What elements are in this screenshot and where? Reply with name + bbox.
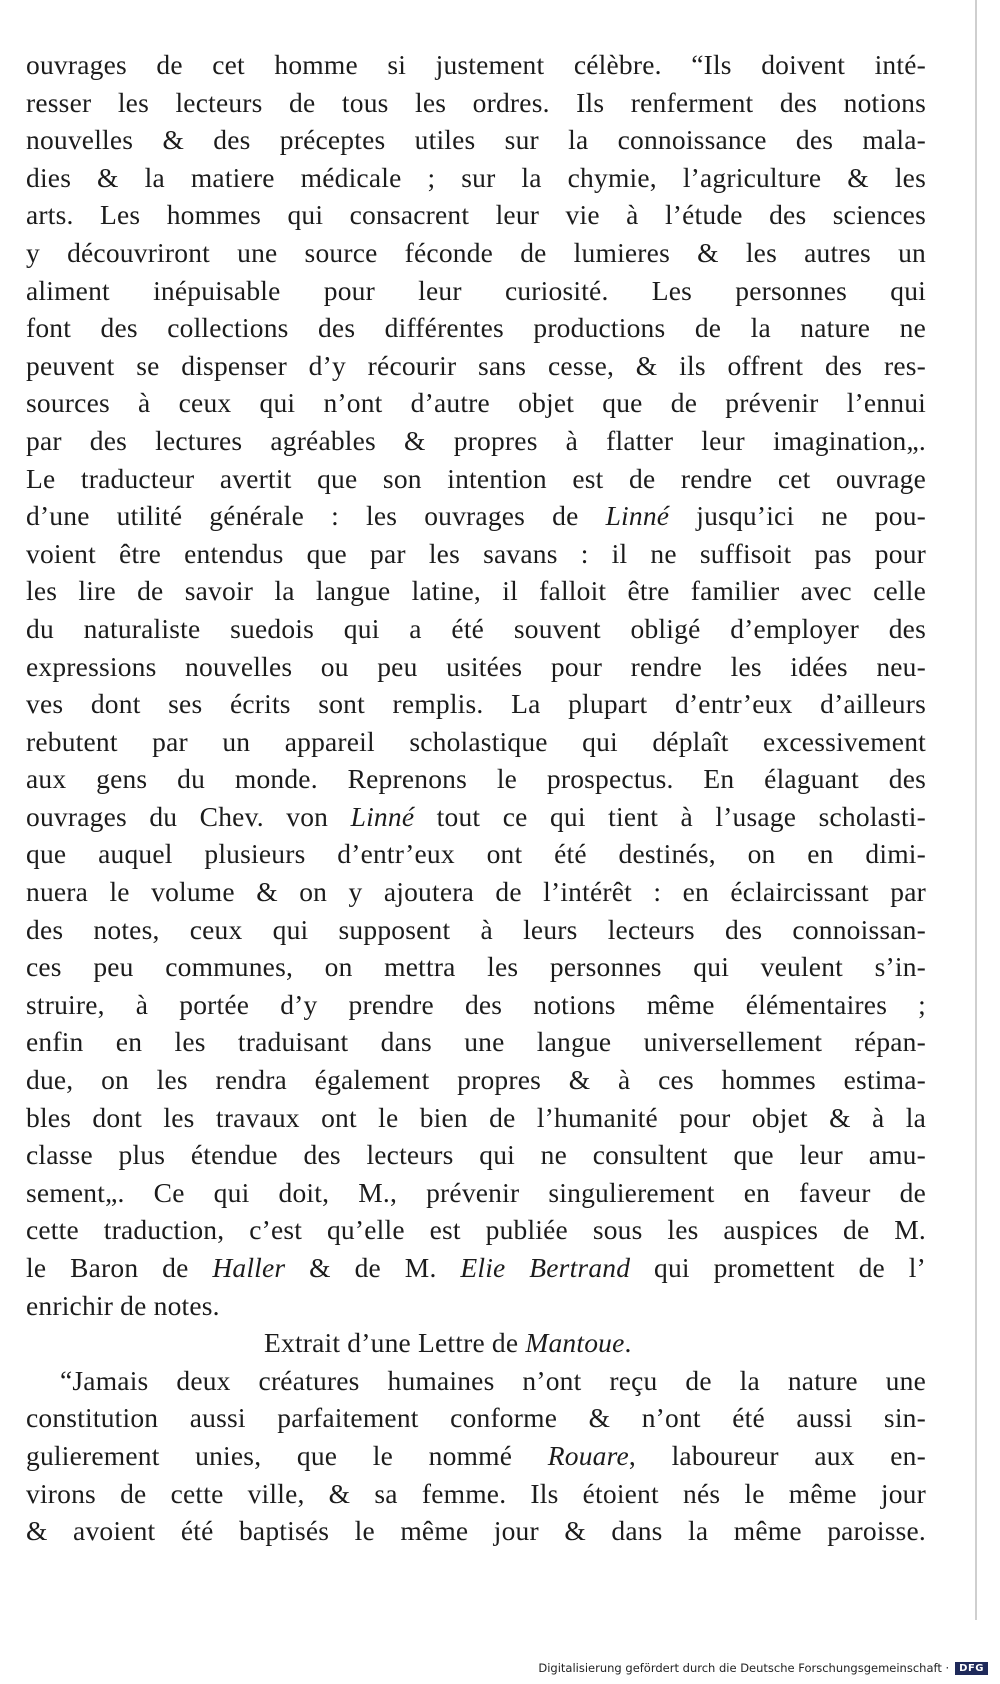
text-line bbox=[26, 84, 926, 122]
text-line bbox=[26, 460, 926, 498]
text-segment: dies & la matiere médicale ; sur la chymie, l’agriculture & les bbox=[26, 161, 926, 193]
text-line bbox=[26, 234, 926, 272]
text-segment: cette traduction, c’est qu’elle est publiée sous les auspices de M. bbox=[26, 1214, 926, 1246]
page-body-text bbox=[26, 46, 926, 1550]
text-line bbox=[26, 159, 926, 197]
footer-credit-text: Digitalisierung gefördert durch die Deutsche Forschungsgemeinschaft · bbox=[538, 1661, 950, 1675]
text-line bbox=[26, 648, 926, 686]
italic-text: Linné bbox=[605, 500, 670, 532]
text-segment: d’une utilité générale : les ouvrages de bbox=[26, 500, 606, 532]
text-line bbox=[26, 1475, 926, 1513]
text-segment: Le traducteur avertit que son intention est de rendre cet ouvrage bbox=[26, 462, 926, 494]
text-segment: le Baron de bbox=[26, 1252, 213, 1283]
text-segment: “Jamais deux créatures humaines n’ont reçu de la nature une bbox=[60, 1364, 926, 1396]
text-segment: nouvelles & des préceptes utiles sur la connoissance des mala- bbox=[26, 124, 926, 156]
text-segment: tout ce qui tient à l’usage scholasti- bbox=[414, 800, 926, 832]
text-segment: jusqu’ici ne pou- bbox=[669, 500, 926, 532]
text-segment: sement„. Ce qui doit, M., prévenir singulierement en faveur de bbox=[26, 1176, 926, 1208]
text-line bbox=[26, 1136, 926, 1174]
text-segment: struire, à portée d’y prendre des notions même élémentaires ; bbox=[26, 988, 926, 1020]
text-segment: du naturaliste suedois qui a été souvent obligé d’employer des bbox=[26, 612, 926, 644]
text-segment: constitution aussi parfaitement conforme & n’ont été aussi sin- bbox=[26, 1402, 926, 1434]
text-line bbox=[26, 1399, 926, 1437]
text-segment: font des collections des différentes productions de la nature ne bbox=[26, 312, 926, 344]
text-segment: , laboureur aux en- bbox=[628, 1439, 926, 1471]
text-line bbox=[26, 121, 926, 159]
text-line bbox=[26, 384, 926, 422]
text-segment: resser les lecteurs de tous les ordres. Ils renferment des notions bbox=[26, 86, 926, 118]
text-line bbox=[26, 1437, 926, 1475]
text-segment: enrichir de notes. bbox=[26, 1289, 220, 1321]
text-line bbox=[26, 535, 926, 573]
page-edge-shadow bbox=[975, 0, 977, 1620]
text-line bbox=[26, 685, 926, 723]
text-segment: ces peu communes, on mettra les personnes qui veulent s’in- bbox=[26, 951, 926, 983]
text-segment: virons de cette ville, & sa femme. Ils étoient nés le même jour bbox=[26, 1477, 926, 1509]
digitization-footer bbox=[0, 1659, 988, 1677]
text-line bbox=[26, 46, 926, 84]
text-segment: ouvrages de cet homme si justement célèbre. “Ils doivent inté- bbox=[26, 49, 926, 80]
text-line bbox=[26, 873, 926, 911]
text-segment: enfin en les traduisant dans une langue universellement répan- bbox=[26, 1026, 926, 1058]
text-line bbox=[26, 422, 926, 460]
text-segment: aux gens du monde. Reprenons le prospectus. En élaguant des bbox=[26, 763, 926, 795]
text-segment: des notes, ceux qui supposent à leurs lecteurs des connoissan- bbox=[26, 913, 926, 945]
text-line bbox=[26, 911, 926, 949]
text-line bbox=[26, 948, 926, 986]
text-line bbox=[26, 1061, 926, 1099]
text-line bbox=[26, 572, 926, 610]
text-line bbox=[26, 309, 926, 347]
text-segment: & avoient été baptisés le même jour & dans la même paroisse. bbox=[26, 1515, 926, 1547]
text-segment: arts. Les hommes qui consacrent leur vie à l’étude des sciences bbox=[26, 199, 926, 231]
italic-text: Haller bbox=[212, 1252, 286, 1283]
text-segment: peuvent se dispenser d’y récourir sans cesse, & ils offrent des res- bbox=[26, 349, 926, 381]
text-segment: . bbox=[624, 1327, 632, 1359]
italic-text: Mantoue bbox=[525, 1327, 625, 1359]
text-segment: sources à ceux qui n’ont d’autre objet que de prévenir l’ennui bbox=[26, 387, 926, 419]
text-segment: aliment inépuisable pour leur curiosité. Les personnes qui bbox=[26, 274, 926, 306]
text-segment: y découvriront une source féconde de lumieres & les autres un bbox=[26, 236, 926, 268]
text-segment: rebutent par un appareil scholastique qui déplaît excessivement bbox=[26, 725, 926, 757]
text-segment: qui promettent de l’ bbox=[630, 1252, 926, 1283]
text-line bbox=[26, 1211, 926, 1249]
text-segment: classe plus étendue des lecteurs qui ne consultent que leur amu- bbox=[26, 1139, 926, 1171]
italic-text: Linné bbox=[350, 800, 415, 832]
italic-text: Rouare bbox=[547, 1439, 629, 1471]
text-line bbox=[26, 347, 926, 385]
text-line bbox=[26, 1249, 926, 1287]
dfg-logo-icon: DFG bbox=[955, 1662, 988, 1675]
text-line bbox=[26, 1287, 926, 1325]
text-segment: ouvrages du Chev. von bbox=[26, 800, 351, 832]
text-line bbox=[26, 986, 926, 1024]
text-line bbox=[26, 798, 926, 836]
text-segment: & de M. bbox=[285, 1252, 461, 1283]
text-segment: voient être entendus que par les savans : il ne suffisoit pas pour bbox=[26, 537, 926, 569]
text-line bbox=[26, 723, 926, 761]
text-segment: nuera le volume & on y ajoutera de l’intérêt : en éclaircissant par bbox=[26, 876, 926, 908]
text-segment: expressions nouvelles ou peu usitées pour rendre les idées neu- bbox=[26, 650, 926, 682]
text-line bbox=[26, 1174, 926, 1212]
text-segment: par des lectures agréables & propres à flatter leur imagination„. bbox=[26, 424, 926, 456]
text-segment: que auquel plusieurs d’entr’eux ont été destinés, on en dimi- bbox=[26, 838, 926, 870]
text-line bbox=[26, 835, 926, 873]
text-line bbox=[26, 1362, 926, 1400]
text-segment: Extrait d’une Lettre de bbox=[264, 1327, 526, 1359]
text-line bbox=[26, 610, 926, 648]
text-line bbox=[26, 272, 926, 310]
text-segment: bles dont les travaux ont le bien de l’humanité pour objet & à la bbox=[26, 1101, 926, 1133]
text-segment: les lire de savoir la langue latine, il falloit être familier avec celle bbox=[26, 575, 926, 607]
text-segment: gulierement unies, que le nommé bbox=[26, 1439, 548, 1471]
italic-text: Elie Bertrand bbox=[460, 1252, 631, 1283]
text-line bbox=[26, 1023, 926, 1061]
text-line bbox=[26, 497, 926, 535]
text-segment: due, on les rendra également propres & à ces hommes estima- bbox=[26, 1064, 926, 1096]
text-line bbox=[26, 1099, 926, 1137]
text-line bbox=[26, 1512, 926, 1550]
text-segment: ves dont ses écrits sont remplis. La plupart d’entr’eux d’ailleurs bbox=[26, 688, 926, 720]
text-line bbox=[26, 1324, 926, 1362]
text-line bbox=[26, 196, 926, 234]
text-line bbox=[26, 760, 926, 798]
